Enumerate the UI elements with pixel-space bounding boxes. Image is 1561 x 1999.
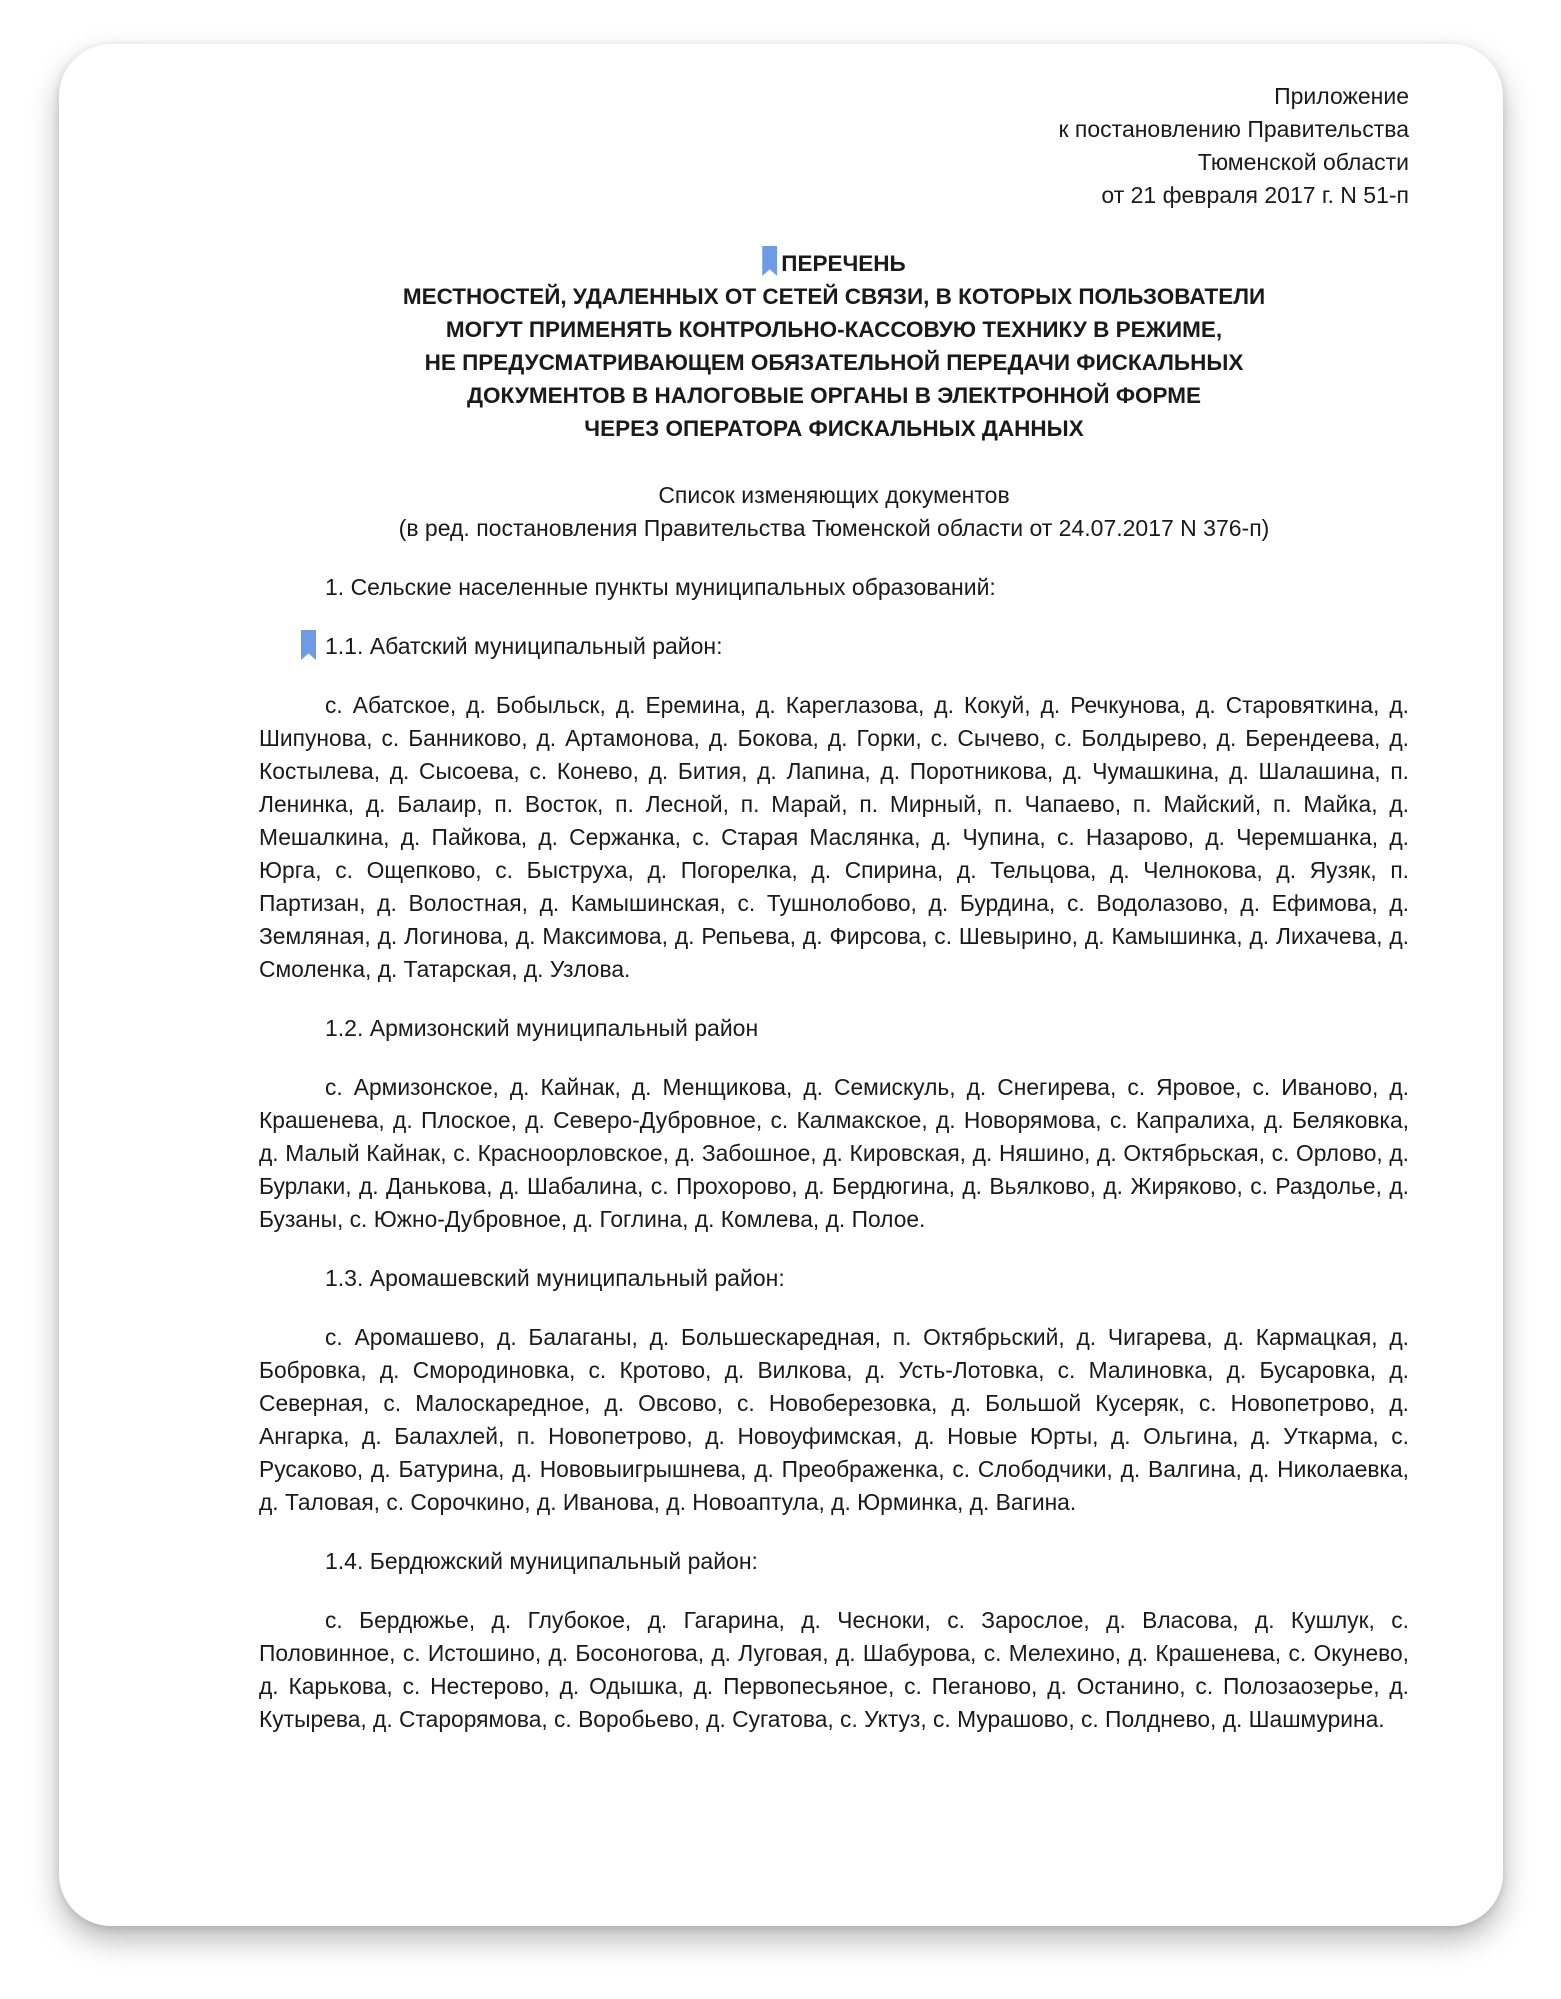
district-3-heading: 1.3. Аромашевский муниципальный район: [325, 1265, 785, 1291]
title-line-4: НЕ ПРЕДУСМАТРИВАЮЩЕМ ОБЯЗАТЕЛЬНОЙ ПЕРЕДАЧИ ФИСКАЛЬНЫХ [424, 350, 1244, 375]
district-1-settlements: с. Абатское, д. Бобыльск, д. Еремина, д. Кареглазова, д. Кокуй, д. Речкунова, д. Старовяткина, д. Шипунова, с. Банниково, д. Артамонова, д. Бокова, д. Горки, с. Сычево, с. Болдырево, д. Берендеева, д. Костылева, д. Сысоева, с. Конево, д. Бития, д. Лапина, д. Поротникова, д. Чумашкина, д. Шалашина, п. Ленинка, д. Балаир, п. Восток, п. Лесной, п. Марай, п. Мирный, п. Чапаево, п. Майский, п. Майка, д. Мешалкина, д. Пайкова, д. Сержанка, с. Старая Маслянка, д. Чупина, с. Назарово, д. Черемшанка, д. Юрга, с. Ощепково, с. Быструха, д. Погорелка, д. Спирина, д. Тельцова, д. Челнокова, д. Яузяк, п. Партизан, д. Волостная, д. Камышинская, с. Тушнолобово, д. Бурдина, с. Водолазово, д. Ефимова, д. Земляная, д. Логинова, д. Максимова, д. Репьева, д. Фирсова, с. Шевырино, д. Камышинка, д. Лихачева, д. Смоленка, д. Татарская, д. Узлова. [259, 692, 1409, 982]
appendix-line-4: от 21 февраля 2017 г. N 51-п [1101, 182, 1409, 208]
district-1-heading: 1.1. Абатский муниципальный район: [325, 633, 723, 659]
title-line-5: ДОКУМЕНТОВ В НАЛОГОВЫЕ ОРГАНЫ В ЭЛЕКТРОННОЙ ФОРМЕ [467, 383, 1201, 408]
district-2-heading: 1.2. Армизонский муниципальный район [325, 1015, 759, 1041]
title-line-1-wrap [259, 246, 1409, 280]
title-line-1: ПЕРЕЧЕНЬ [781, 251, 906, 276]
appendix-block [259, 80, 1409, 212]
document-page [59, 44, 1503, 1926]
changes-note[interactable]: (в ред. постановления Правительства Тюменской области от 24.07.2017 N 376-п) [398, 515, 1270, 541]
district-3-settlements: с. Аромашево, д. Балаганы, д. Большескаредная, п. Октябрьский, д. Чигарева, д. Кармацкая, д. Бобровка, д. Смородиновка, с. Кротово, д. Вилкова, д. Усть-Лотовка, с. Малиновка, д. Бусаровка, д. Северная, с. Малоскаредное, д. Овсово, с. Новоберезовка, д. Большой Кусеряк, с. Новопетрово, д. Ангарка, д. Балахлей, п. Новопетрово, д. Новоуфимская, д. Новые Юрты, д. Ольгина, д. Уткарма, с. Русаково, д. Батурина, д. Нововыигрышнева, д. Преображенка, с. Слободчики, д. Валгина, д. Николаевка, д. Таловая, с. Сорочкино, д. Иванова, д. Новоаптула, д. Юрминка, д. Вагина. [259, 1324, 1409, 1515]
appendix-line-1: Приложение [1274, 83, 1409, 109]
district-2-settlements: с. Армизонское, д. Кайнак, д. Менщикова, д. Семискуль, д. Снегирева, с. Яровое, с. Иваново, д. Крашенева, д. Плоское, д. Северо-Дубровное, с. Калмакское, д. Новорямова, с. Капралиха, д. Беляковка, д. Малый Кайнак, с. Красноорловское, д. Забошное, д. Кировская, д. Няшино, д. Октябрьская, с. Орлово, д. Бурлаки, д. Данькова, д. Шабалина, с. Прохорово, д. Бердюгина, д. Вьялково, д. Жиряково, с. Раздолье, д. Бузаны, с. Южно-Дубровное, д. Гоглина, д. Комлева, д. Полое. [259, 1074, 1409, 1232]
appendix-line-2: к постановлению Правительства [1058, 116, 1409, 142]
district-4-settlements: с. Бердюжье, д. Глубокое, д. Гагарина, д. Чесноки, с. Зарослое, д. Власова, д. Кушлук, с. Половинное, с. Истошино, д. Босоногова, д. Луговая, д. Шабурова, с. Мелехино, д. Крашенева, с. Окунево, д. Карькова, с. Нестерово, д. Одышка, д. Первопесьяное, с. Пеганово, д. Останино, с. Полозаозерье, д. Кутырева, д. Старорямова, с. Воробьево, д. Сугатова, с. Уктуз, с. Мурашово, с. Полднево, д. Шашмурина. [259, 1607, 1409, 1732]
bookmark-icon[interactable] [301, 630, 316, 660]
section-1-heading: 1. Сельские населенные пункты муниципальных образований: [325, 574, 996, 600]
changes-block [259, 479, 1409, 545]
title-line-6: ЧЕРЕЗ ОПЕРАТОРА ФИСКАЛЬНЫХ ДАННЫХ [584, 416, 1084, 441]
bookmark-icon[interactable] [762, 246, 777, 276]
appendix-line-3: Тюменской области [1197, 149, 1409, 175]
changes-heading: Список изменяющих документов [658, 482, 1010, 508]
title-line-2: МЕСТНОСТЕЙ, УДАЛЕННЫХ ОТ СЕТЕЙ СВЯЗИ, В КОТОРЫХ ПОЛЬЗОВАТЕЛИ [402, 284, 1266, 309]
district-4-heading: 1.4. Бердюжский муниципальный район: [325, 1548, 758, 1574]
district-1-heading-wrap [259, 630, 1409, 663]
document-title [259, 246, 1409, 445]
title-line-3: МОГУТ ПРИМЕНЯТЬ КОНТРОЛЬНО-КАССОВУЮ ТЕХНИКУ В РЕЖИМЕ, [445, 317, 1223, 342]
document-content [259, 80, 1409, 1736]
